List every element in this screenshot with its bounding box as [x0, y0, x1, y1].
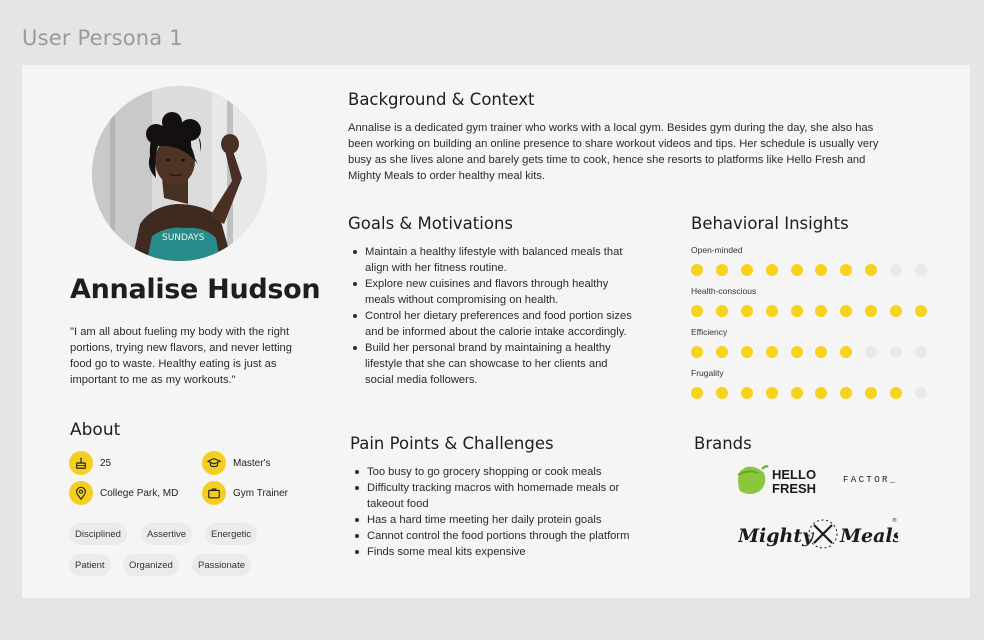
personality-tag: Passionate [192, 554, 251, 576]
education-value: Master's [233, 457, 271, 469]
frame-title: User Persona 1 [22, 26, 183, 50]
trait-rating [691, 346, 931, 358]
trait-label: Efficiency [691, 327, 728, 337]
insights-title: Behavioral Insights [691, 214, 849, 233]
background-line: Mighty Meals to order healthy meal kits. [348, 170, 546, 182]
rating-dot-filled [815, 264, 827, 276]
rating-dot-filled [691, 264, 703, 276]
rating-dot-filled [840, 387, 852, 399]
hellofresh-line-2: FRESH [772, 481, 817, 496]
list-item: Too busy to go grocery shopping or cook meals [350, 464, 640, 480]
persona-quote: "I am all about fueling my body with the right portions, trying new flavors, and never letting food go to waste. Healthy eating is just as important to me as my workouts." [70, 326, 293, 386]
occupation-value: Gym Trainer [233, 487, 289, 499]
rating-dot-filled [741, 305, 753, 317]
list-item: Control her dietary preferences and food portion sizes and be informed about the calorie intake accordingly. [348, 308, 638, 340]
personality-tag: Assertive [141, 523, 192, 545]
hellofresh-logo [734, 465, 826, 502]
rating-dot-filled [741, 387, 753, 399]
rating-dot-filled [915, 305, 927, 317]
rating-dot-filled [741, 264, 753, 276]
rating-dot-filled [741, 346, 753, 358]
about-title: About [70, 420, 121, 440]
trait-efficiency [691, 326, 931, 358]
rating-dot-filled [840, 346, 852, 358]
rating-dot-empty [890, 264, 902, 276]
rating-dot-filled [691, 305, 703, 317]
rating-dot-filled [716, 387, 728, 399]
cake-icon [69, 451, 93, 475]
svg-text:Meals: Meals [840, 525, 898, 547]
brands-title: Brands [694, 434, 752, 453]
trait-rating [691, 305, 931, 317]
rating-dot-filled [766, 346, 778, 358]
rating-dot-filled [716, 346, 728, 358]
rating-dot-empty [915, 264, 927, 276]
rating-dot-filled [865, 264, 877, 276]
rating-dot-filled [840, 305, 852, 317]
rating-dot-filled [815, 387, 827, 399]
background-text [348, 120, 938, 184]
rating-dot-filled [890, 387, 902, 399]
rating-dot-filled [766, 305, 778, 317]
trait-label: Health-conscious [691, 286, 757, 296]
briefcase-icon [202, 481, 226, 505]
rating-dot-filled [716, 264, 728, 276]
rating-dot-empty [915, 346, 927, 358]
rating-dot-filled [890, 305, 902, 317]
age-info [69, 451, 111, 475]
rating-dot-filled [791, 264, 803, 276]
trait-health-conscious [691, 285, 931, 317]
svg-text:Mighty: Mighty [738, 525, 814, 547]
factor-logo: FACTOR_ [843, 475, 898, 485]
avatar [92, 86, 267, 261]
list-item: Finds some meal kits expensive [350, 544, 640, 560]
list-item: Difficulty tracking macros with homemade meals or takeout food [350, 480, 640, 512]
mighty-meals-logo [738, 514, 898, 559]
goals-title: Goals & Motivations [348, 214, 513, 233]
trait-label: Open-minded [691, 245, 743, 255]
background-line: been working on building an online presence to share workout videos and tips. Her schedule is usually very [348, 138, 879, 150]
goals-list [348, 244, 638, 388]
rating-dot-filled [815, 305, 827, 317]
personality-tag: Organized [123, 554, 179, 576]
rating-dot-filled [691, 346, 703, 358]
rating-dot-empty [915, 387, 927, 399]
graduation-cap-icon [202, 451, 226, 475]
background-line: busy as she lives alone and barely gets time to cook, hence she resorts to platforms like Hello Fresh and [348, 154, 866, 166]
rating-dot-filled [840, 264, 852, 276]
location-info [69, 481, 178, 505]
trait-frugality [691, 367, 931, 399]
rating-dot-filled [716, 305, 728, 317]
background-title: Background & Context [348, 90, 535, 109]
rating-dot-filled [865, 305, 877, 317]
pain-points-title: Pain Points & Challenges [350, 434, 554, 453]
occupation-info [202, 481, 288, 505]
rating-dot-empty [865, 346, 877, 358]
rating-dot-filled [691, 387, 703, 399]
rating-dot-filled [791, 305, 803, 317]
rating-dot-empty [890, 346, 902, 358]
list-item: Cannot control the food portions through the platform [350, 528, 640, 544]
trait-open-minded [691, 244, 931, 276]
rating-dot-filled [791, 387, 803, 399]
location-value: College Park, MD [100, 487, 179, 499]
list-item: Explore new cuisines and flavors through healthy meals without compromising on health. [348, 276, 638, 308]
personality-tag: Energetic [205, 523, 257, 545]
personality-tag: Patient [69, 554, 111, 576]
education-info [202, 451, 270, 475]
rating-dot-filled [791, 346, 803, 358]
age-value: 25 [100, 457, 112, 469]
rating-dot-filled [815, 346, 827, 358]
persona-name: Annalise Hudson [70, 274, 321, 305]
list-item: Maintain a healthy lifestyle with balanced meals that align with her fitness routine. [348, 244, 638, 276]
personality-tag: Disciplined [69, 523, 127, 545]
rating-dot-filled [766, 264, 778, 276]
shirt-text: SUNDAYS [162, 233, 205, 243]
persona-card [22, 65, 970, 598]
hellofresh-line-1: HELLO [772, 467, 817, 482]
rating-dot-filled [766, 387, 778, 399]
persona-photo [92, 86, 267, 261]
trait-rating [691, 387, 931, 399]
list-item: Build her personal brand by maintaining a healthy lifestyle that she can showcase to her clients and social media followers. [348, 340, 638, 388]
background-line: Annalise is a dedicated gym trainer who works with a local gym. Besides gym during the day, she also has [348, 122, 874, 134]
trait-rating [691, 264, 931, 276]
pain-points-list [350, 464, 640, 560]
rating-dot-filled [865, 387, 877, 399]
list-item: Has a hard time meeting her daily protein goals [350, 512, 640, 528]
svg-text:®: ® [892, 518, 897, 524]
location-pin-icon [69, 481, 93, 505]
trait-label: Frugality [691, 368, 724, 378]
